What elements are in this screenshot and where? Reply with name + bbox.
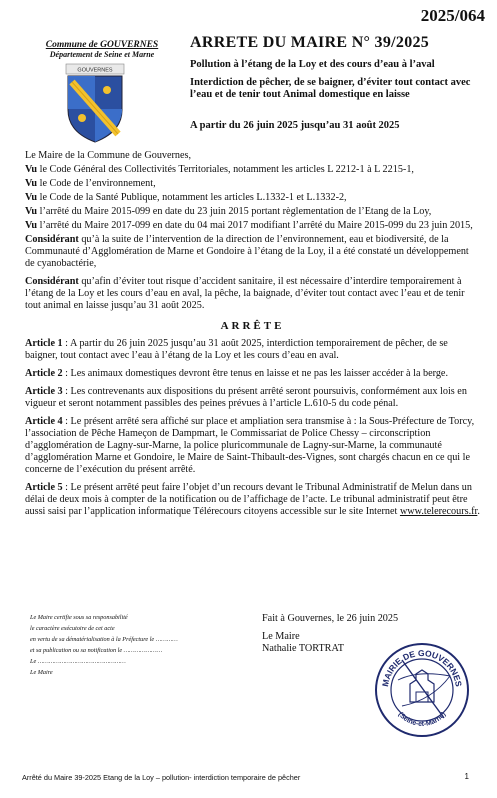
executory-certification (30, 612, 240, 678)
vu-clause: Vu le Code de la Santé Publique, notamment les articles L.1332-1 et L.1332-2, (25, 192, 347, 203)
page-number: 1 (464, 772, 469, 781)
certif-line: en vertu de sa dématérialisation à la Préfecture le ………… (30, 636, 178, 643)
svg-text:(Seine-et-Marne) (397, 711, 448, 728)
stamp-bottom-text: (Seine-et-Marne) (396, 711, 448, 729)
arrete-heading: ARRÊTE (220, 320, 285, 332)
article: Article 3 : Les contrevenants aux dispositions du présent arrêté seront poursuivis, conformément aux lois en vigueur et seront notamment passibles des peines prévues à l’article L.610-5 du code pénal. (25, 386, 467, 409)
crest-banner-text: GOUVERNES (77, 67, 113, 74)
decree-title: ARRETE DU MAIRE N° 39/2025 (190, 34, 430, 51)
signatory-name: Nathalie TORTRAT (262, 643, 344, 654)
coat-of-arms-logo (60, 62, 130, 144)
considerant-clause: Considérant qu’afin d’éviter tout risque d’accident sanitaire, il est nécessaire d’interdire temporairement à l’étang de la Loy et les cours d’eau en aval, la pêche, la baignade, d’éviter tout contact avec l’eau et de tenir tout animal en laisse jusqu’au 31 août 2025. (25, 276, 465, 311)
decree-body (25, 150, 480, 520)
decree-subtitle (190, 59, 490, 102)
commune-name: Commune de GOUVERNES (45, 40, 159, 50)
department-name: Département de Seine et Marne (49, 50, 155, 59)
signatory (262, 631, 344, 655)
signature-date: Fait à Gouvernes, le 26 juin 2025 (262, 613, 399, 624)
vu-clause: Vu le Code Général des Collectivités Territoriales, notamment les articles L 2212-1 à L 2215-1, (25, 164, 414, 175)
article: Article 5 : Le présent arrêté peut faire l’objet d’un recours devant le Tribunal Administratif de Melun dans un délai de deux mois à compter de la notification ou de l’affichage de l’acte. Le tribunal administratif peut être aussi saisi par l’application informatique Télérecours citoyens accessible sur le site Internet www.telerecours.fr. (25, 482, 480, 517)
page-footer: Arrêté du Maire 39-2025 Etang de la Loy – pollution- interdiction temporaire de pêcher (22, 773, 301, 782)
signatory-role: Le Maire (262, 631, 300, 642)
article: Article 4 : Le présent arrêté sera affiché sur place et ampliation sera transmise à : la Sous-Préfecture de Torcy, l’association de Pêche Hameçon de Dampmart, le Commissariat de Police Chessy – circonscription d’agglomération de Lagny-sur-Marne, la police pluricommunale de Lagny-sur-Marne, la communauté d’agglomération Marne et Gondoire, le Maire de Saint-Thibault-des-Vignes, sont chargés chacun en ce qui le concerne de l’exécution du présent arrêté. (25, 416, 475, 475)
considerant-clause: Considérant qu’à la suite de l’intervention de la direction de l’environnement, eau et biodiversité, de la Communauté d’Agglomération de Marne et Gondoire à l’étang de la Loy, il a été constaté un développement de cyanobactérie, (25, 234, 469, 269)
stamp-top-text: MAIRIE DE GOUVERNES (380, 647, 464, 688)
subtitle-interdiction: Interdiction de pêcher, de se baigner, d’éviter tout contact avec l’eau et de tenir tout Animal domestique en laisse (190, 76, 471, 100)
vu-clause: Vu l’arrêté du Maire 2017-099 en date du 04 mai 2017 modifiant l’arrêté du Maire 2015-099 du 23 juin 2015, (25, 220, 473, 231)
certif-line: Le ………………………………………… (30, 658, 126, 665)
commune-header (22, 40, 182, 59)
vu-clause: Vu l’arrêté du Maire 2015-099 en date du 23 juin 2015 portant règlementation de l’Etang de la Loy, (25, 206, 432, 217)
certif-line: et sa publication ou sa notification le ………………… (30, 647, 163, 654)
article: Article 2 : Les animaux domestiques devront être tenus en laisse et ne pas les laisser accéder à la berge. (25, 368, 449, 379)
town-hall-stamp (372, 640, 472, 740)
certif-line: Le Maire (30, 669, 53, 676)
subtitle-pollution: Pollution à l’étang de la Loy et des cours d’eau à l’aval (190, 59, 435, 70)
document-reference: 2025/064 (420, 6, 485, 25)
certif-line: le caractère exécutoire de cet acte (30, 625, 115, 632)
certif-line: Le Maire certifie sous sa responsabilité (30, 614, 128, 621)
telerecours-link[interactable]: www.telerecours.fr (399, 506, 478, 517)
article: Article 1 : A partir du 26 juin 2025 jusqu’au 31 août 2025, interdiction temporairement de pêcher, de se baigner, tout contact avec l’eau à l’étang de la Loy et les cours d’eau en aval. (25, 338, 448, 361)
intro-line: Le Maire de la Commune de Gouvernes, (25, 150, 192, 161)
decree-period: A partir du 26 juin 2025 jusqu’au 31 août 2025 (190, 120, 400, 131)
vu-clause: Vu le Code de l’environnement, (25, 178, 156, 189)
